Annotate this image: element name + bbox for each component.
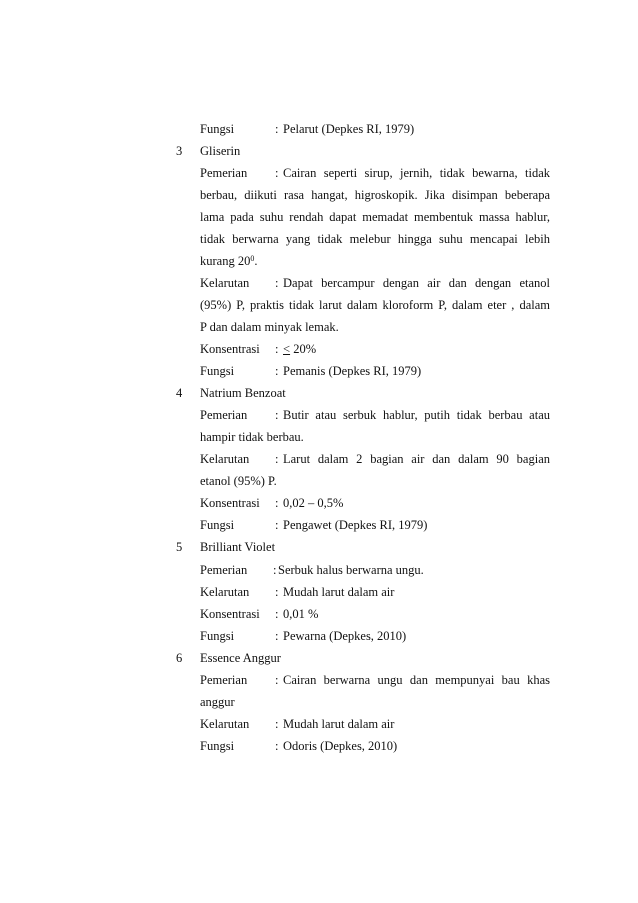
property-colon: :: [275, 342, 279, 356]
item-title: Natrium Benzoat: [200, 386, 286, 400]
property-colon: :: [275, 276, 279, 290]
property-colon: :: [275, 122, 279, 136]
property-value: Mudah larut dalam air: [283, 585, 395, 599]
property-value: Serbuk halus berwarna ungu.: [278, 563, 424, 577]
item-title: Brilliant Violet: [200, 540, 276, 554]
property-colon: :: [275, 585, 279, 599]
continuation-line: tidak berwarna yang tidak melebur hingga suhu mencapai lebih: [200, 232, 550, 246]
property-row-pemerian: [200, 166, 550, 186]
item-number: 3: [176, 144, 183, 158]
property-label: Pemerian: [200, 408, 248, 422]
continuation-line: P dan dalam minyak lemak.: [200, 320, 339, 334]
continuation-line: etanol (95%) P.: [200, 474, 277, 488]
property-label: Fungsi: [200, 518, 235, 532]
item-number: 6: [176, 651, 183, 665]
property-colon: :: [275, 629, 279, 643]
property-label: Fungsi: [200, 629, 235, 643]
property-row-pemerian: [200, 673, 550, 693]
property-row-kelarutan: [200, 452, 550, 472]
item-title: Gliserin: [200, 144, 241, 158]
property-label: Kelarutan: [200, 452, 250, 466]
property-row-fungsi: [200, 364, 550, 384]
property-label: Pemerian: [200, 563, 248, 577]
continuation-line: [200, 254, 550, 269]
property-label: Pemerian: [200, 166, 248, 180]
property-colon: :: [273, 563, 277, 577]
property-row-fungsi: [200, 739, 550, 759]
property-label: Fungsi: [200, 122, 235, 136]
property-row-fungsi: [200, 122, 550, 142]
property-value: Pelarut (Depkes RI, 1979): [283, 122, 415, 136]
property-colon: :: [275, 673, 279, 687]
continuation-line: berbau, diikuti rasa hangat, higroskopik. Jika disimpan beberapa: [200, 188, 550, 202]
property-label: Fungsi: [200, 364, 235, 378]
property-label: Konsentrasi: [200, 342, 260, 356]
property-row-pemerian: [200, 408, 550, 428]
property-value: Pemanis (Depkes RI, 1979): [283, 364, 422, 378]
property-row-fungsi: [200, 629, 550, 649]
property-row-kelarutan: [200, 276, 550, 296]
property-row-fungsi: [200, 518, 550, 538]
property-value: Pewarna (Depkes, 2010): [283, 629, 407, 643]
property-value: Cairan seperti sirup, jernih, tidak bewarna, tidak: [283, 166, 550, 180]
property-row-pemerian: [200, 563, 550, 583]
continuation-line: hampir tidak berbau.: [200, 430, 304, 444]
property-row-konsentrasi: [200, 342, 550, 362]
property-colon: :: [275, 518, 279, 532]
property-colon: :: [275, 166, 279, 180]
property-label: Kelarutan: [200, 276, 250, 290]
text-segment: kurang 20: [200, 254, 251, 268]
property-value: Dapat bercampur dengan air dan dengan etanol: [283, 276, 550, 290]
property-label: Pemerian: [200, 673, 248, 687]
property-value: 0,01 %: [283, 607, 319, 621]
value-text: 20%: [290, 342, 317, 356]
property-colon: :: [275, 717, 279, 731]
property-colon: :: [275, 364, 279, 378]
property-value: 0,02 – 0,5%: [283, 496, 344, 510]
property-label: Konsentrasi: [200, 496, 260, 510]
property-row-konsentrasi: [200, 607, 550, 627]
property-row-konsentrasi: [200, 496, 550, 516]
property-value: [283, 342, 550, 357]
property-colon: :: [275, 739, 279, 753]
property-label: Konsentrasi: [200, 607, 260, 621]
property-label: Fungsi: [200, 739, 235, 753]
continuation-line: anggur: [200, 695, 235, 709]
property-colon: :: [275, 408, 279, 422]
continuation-line: lama pada suhu rendah dapat memadat membentuk massa hablur,: [200, 210, 550, 224]
item-number: 5: [176, 540, 183, 554]
property-value: Larut dalam 2 bagian air dan dalam 90 bagian: [283, 452, 550, 466]
property-value: Butir atau serbuk hablur, putih tidak berbau atau: [283, 408, 550, 422]
text-segment: .: [254, 254, 258, 268]
property-label: Kelarutan: [200, 585, 250, 599]
property-value: Mudah larut dalam air: [283, 717, 395, 731]
less-equal-symbol: <: [283, 342, 291, 356]
superscript: 0: [250, 254, 255, 263]
property-value: Cairan berwarna ungu dan mempunyai bau khas: [283, 673, 550, 687]
property-value: Pengawet (Depkes RI, 1979): [283, 518, 428, 532]
property-row-kelarutan: [200, 585, 550, 605]
property-colon: :: [275, 452, 279, 466]
continuation-line: (95%) P, praktis tidak larut dalam kloroform P, dalam eter , dalam: [200, 298, 550, 312]
item-title: Essence Anggur: [200, 651, 281, 665]
property-value: Odoris (Depkes, 2010): [283, 739, 398, 753]
property-colon: :: [275, 496, 279, 510]
property-colon: :: [275, 607, 279, 621]
property-label: Kelarutan: [200, 717, 250, 731]
property-row-kelarutan: [200, 717, 550, 737]
item-number: 4: [176, 386, 183, 400]
